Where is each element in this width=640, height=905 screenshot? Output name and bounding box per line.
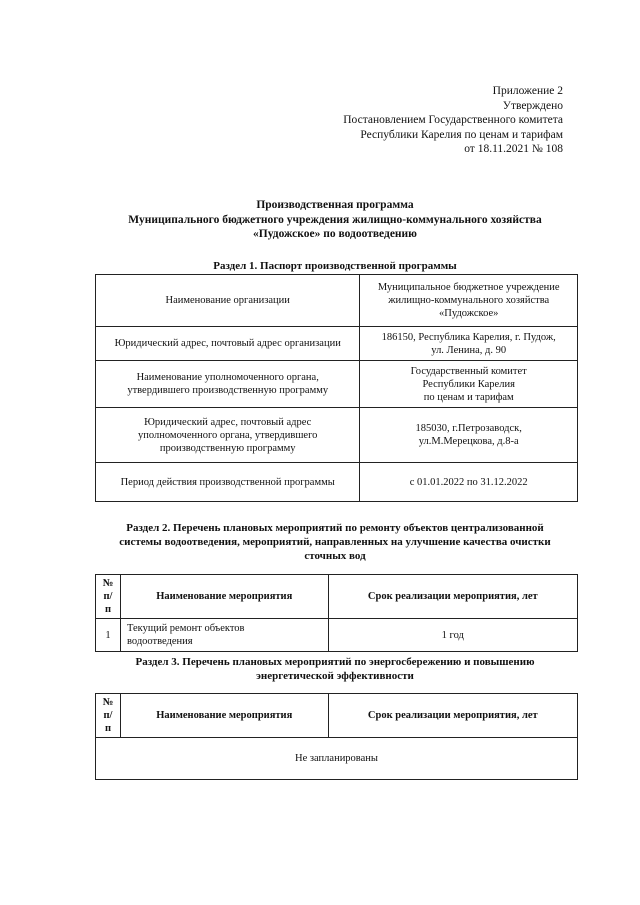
- empty-state-cell: Не запланированы: [96, 738, 578, 780]
- table-cell: с 01.01.2022 по 31.12.2022: [360, 463, 578, 502]
- title-line: Производственная программа: [256, 199, 414, 211]
- approval-line: от 18.11.2021 № 108: [464, 143, 563, 155]
- section1-table: [95, 274, 578, 502]
- table-cell: Муниципальное бюджетное учреждение жилищно-коммунального хозяйства «Пудожское»: [360, 275, 578, 327]
- approval-line: Постановлением Государственного комитета: [343, 114, 563, 126]
- section2-heading: Раздел 2. Перечень плановых мероприятий по ремонту объектов централизованной системы водоотведения, мероприятий, направленных на улучшение качества очистки сточных вод: [119, 522, 551, 562]
- table-cell: Текущий ремонт объектов водоотведения: [120, 619, 328, 652]
- column-header-num: № п/п: [96, 694, 121, 738]
- table-row: [96, 463, 578, 502]
- table-cell: Период действия производственной программы: [96, 463, 360, 502]
- section3-table: [95, 693, 578, 780]
- table-header-row: [96, 694, 578, 738]
- table-row: [96, 361, 578, 408]
- table-row: [96, 408, 578, 463]
- table-row: [96, 275, 578, 327]
- approval-line: Республики Карелия по ценам и тарифам: [360, 128, 563, 141]
- approval-line: Утверждено: [502, 99, 563, 112]
- document-title: [80, 198, 590, 242]
- column-header-term: Срок реализации мероприятия, лет: [328, 694, 577, 738]
- table-cell: 1 год: [328, 619, 577, 652]
- title-line: Муниципального бюджетного учреждения жилищно-коммунального хозяйства: [128, 213, 542, 226]
- column-header-num: № п/п: [96, 575, 121, 619]
- table-cell: Наименование уполномоченного органа, утвердившего производственную программу: [96, 361, 360, 408]
- column-header-name: Наименование мероприятия: [120, 575, 328, 619]
- table-row: [96, 738, 578, 780]
- table-cell: 186150, Республика Карелия, г. Пудож, ул. Ленина, д. 90: [360, 327, 578, 361]
- section1-heading: Раздел 1. Паспорт производственной программы: [213, 260, 457, 272]
- table-cell: Наименование организации: [96, 275, 360, 327]
- title-line: «Пудожское» по водоотведению: [253, 228, 417, 240]
- approval-line: Приложение 2: [492, 85, 563, 97]
- table-cell: 1: [96, 619, 121, 652]
- table-cell: Государственный комитет Республики Карелия по ценам и тарифам: [360, 361, 578, 408]
- table-cell: 185030, г.Петрозаводск, ул.М.Мерецкова, д.8-а: [360, 408, 578, 463]
- section2-table: [95, 574, 578, 652]
- table-header-row: [96, 575, 578, 619]
- approval-block: [343, 84, 563, 157]
- section3-heading: Раздел 3. Перечень плановых мероприятий по энергосбережению и повышению энергетической эффективности: [135, 656, 535, 682]
- table-cell: Юридический адрес, почтовый адрес организации: [96, 327, 360, 361]
- table-row: [96, 327, 578, 361]
- table-row: [96, 619, 578, 652]
- column-header-name: Наименование мероприятия: [120, 694, 328, 738]
- table-cell: Юридический адрес, почтовый адрес уполномоченного органа, утвердившего производственную программу: [96, 408, 360, 463]
- column-header-term: Срок реализации мероприятия, лет: [328, 575, 577, 619]
